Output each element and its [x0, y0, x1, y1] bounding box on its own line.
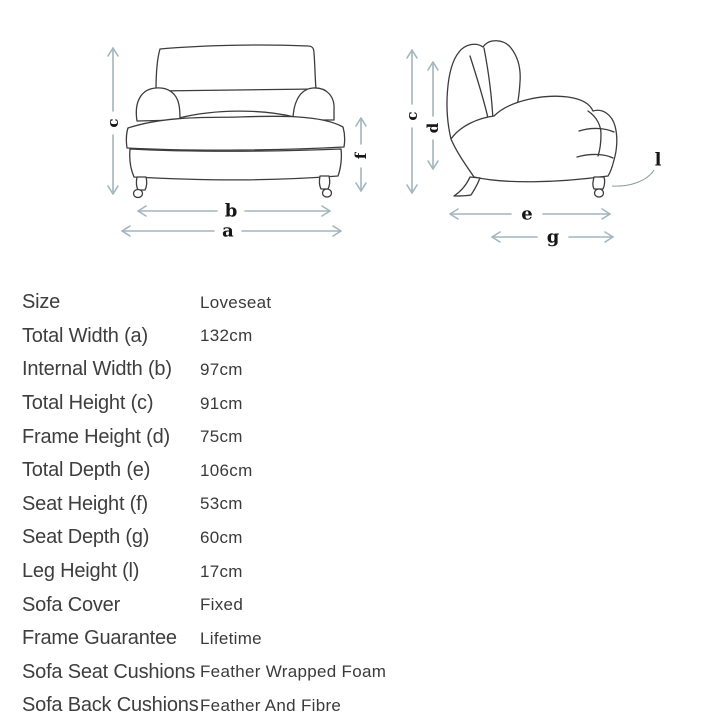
dimension-arrow-e — [450, 204, 610, 225]
dimension-label-a: a — [222, 220, 234, 242]
table-row — [22, 588, 712, 622]
dimension-arrow-f — [352, 118, 370, 191]
table-row — [22, 622, 712, 656]
spec-value: 75cm — [200, 427, 243, 447]
dimension-label-e: e — [521, 203, 533, 225]
spec-value: Loveseat — [200, 292, 272, 312]
spec-label: Frame Height (d) — [22, 425, 170, 448]
spec-value: Feather And Fibre — [200, 695, 342, 715]
table-row — [22, 656, 712, 690]
spec-label: Total Depth (e) — [22, 459, 151, 482]
spec-label: Size — [22, 291, 61, 314]
table-row — [22, 689, 712, 723]
table-row — [22, 320, 712, 354]
spec-value: Feather Wrapped Foam — [200, 662, 387, 682]
dimension-arrow-d — [424, 62, 442, 169]
table-row — [22, 387, 712, 421]
spec-value: 106cm — [200, 460, 253, 480]
spec-value: Lifetime — [200, 628, 262, 648]
dimension-arrow-g — [492, 227, 613, 248]
spec-value: 132cm — [200, 326, 253, 346]
dimension-label-f: f — [352, 152, 370, 160]
spec-label: Seat Depth (g) — [22, 526, 150, 549]
spec-label: Sofa Cover — [22, 593, 121, 616]
dimension-diagram — [0, 0, 721, 270]
dimension-label-b: b — [224, 200, 238, 222]
spec-value: 97cm — [200, 359, 243, 379]
spec-value: 17cm — [200, 561, 243, 581]
spec-label: Seat Height (f) — [22, 492, 148, 515]
spec-value: 91cm — [200, 393, 243, 413]
sofa-side-view-sketch — [447, 41, 617, 197]
table-row — [22, 286, 712, 320]
dimension-label-d: d — [424, 122, 442, 134]
spec-label: Frame Guarantee — [22, 627, 177, 650]
table-row — [22, 353, 712, 387]
sofa-front-view-sketch — [126, 45, 344, 198]
dimension-arrow-c-side — [403, 50, 421, 193]
spec-label: Sofa Back Cushions — [22, 694, 199, 717]
spec-value: 60cm — [200, 527, 243, 547]
spec-value: Fixed — [200, 595, 244, 615]
spec-label: Total Height (c) — [22, 392, 154, 415]
dimension-label-l: l — [654, 149, 662, 171]
table-row — [22, 420, 712, 454]
table-row — [22, 488, 712, 522]
spec-value: 53cm — [200, 494, 243, 514]
spec-label: Total Width (a) — [22, 324, 148, 347]
spec-label: Internal Width (b) — [22, 358, 172, 381]
table-row — [22, 521, 712, 555]
dimension-label-c-side: c — [403, 111, 421, 121]
dimension-arrow-a — [122, 221, 341, 242]
dimension-arrow-b — [138, 201, 330, 222]
table-row — [22, 454, 712, 488]
dimension-label-c-front: c — [104, 118, 122, 128]
dimension-pointer-l — [612, 150, 662, 187]
spec-table — [22, 286, 712, 723]
dimension-arrow-c-front — [104, 48, 122, 194]
table-row — [22, 555, 712, 589]
spec-label: Leg Height (l) — [22, 560, 140, 583]
dimension-label-g: g — [546, 226, 560, 248]
spec-label: Sofa Seat Cushions — [22, 660, 196, 683]
